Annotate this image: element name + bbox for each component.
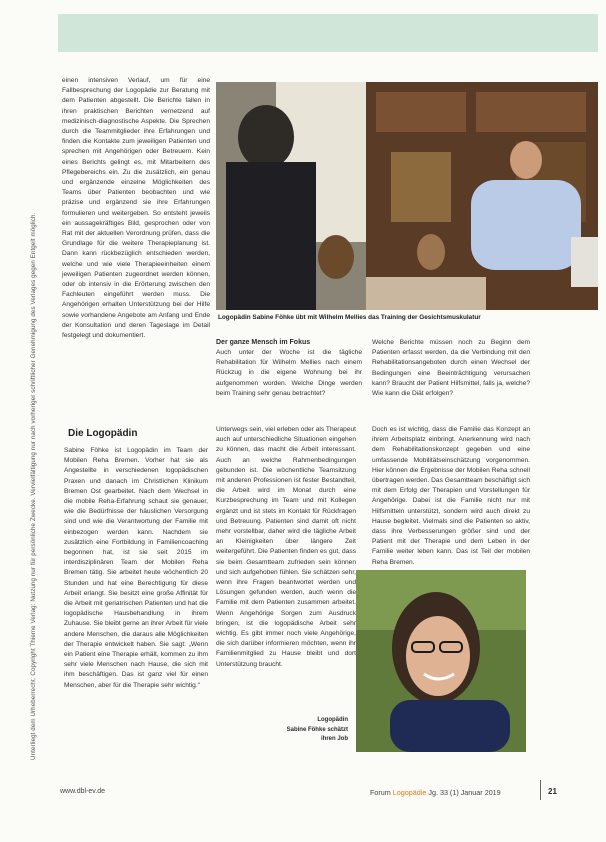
photo-therapy-session (216, 82, 598, 310)
journal-issue: Jg. 33 (1) Januar 2019 (428, 788, 501, 797)
article-text-middle (216, 425, 356, 670)
section-heading-fokus: Der ganze Mensch im Fokus (216, 339, 311, 346)
paragraph: Doch es ist wichtig, dass die Familie das Konzept an ihrem Arbeitsplatz einbringt. Anerkennung wird nach dem Rehabilitationskonzept gegeben und eine umfassende Mobilitätseinschätzung vorgenommen. Hier können die Ergebnisse der Mobilen Reha schnell übertragen werden. Das Gesamtteam beschäftigt sich mit dem Erfolg der Therapien und Vorstellungen für Angehörige. Dabei ist die Familie nicht nur mit Hilfsmitteln unterstützt, sondern wird auch direkt zu Hause begleitet. Vielmals sind die Patienten so aktiv, dass ihre Verbesserungen größer sind und der Patient mit der Therapie und dem Leben in der Familie weiter leben kann. Das ist Teil der mobilen Reha Bremen. (372, 426, 530, 566)
footer-divider (540, 780, 541, 800)
paragraph: Welche Berichte müssen noch zu Beginn dem Patienten erfasst werden, da die Verbindung mit den Rehabilitationsangeboten durch einen Wechsel der Bedingungen eine Beeinträchtigung verursachen kann? Braucht der Patient Hilfsmittel, falls ja, welche? Wie kann die Diät erfolgen? (372, 339, 530, 398)
portrait-caption (282, 716, 348, 745)
paragraph: Auch unter der Woche ist die tägliche Rehabilitation für Wilhelm Mellies nach einem Rückzug in die eigene Wohnung bei ihr aufgenommen worden. Welche Dinge werden beim Training sehr genau betrachtet? (216, 349, 362, 397)
journal-name: Forum (370, 788, 391, 797)
portrait-caption-line: Logopädin (317, 717, 348, 723)
footer-journal-info (370, 788, 501, 797)
article-text-top-left (62, 76, 210, 341)
journal-name-accent: Logopädie (392, 788, 427, 797)
therapy-photo-illustration (216, 82, 598, 310)
portrait-caption-line: ihren Job (320, 736, 348, 742)
portrait-photo-illustration (356, 570, 526, 752)
article-text-right (372, 425, 530, 568)
article-text-fokus-left (216, 348, 362, 399)
portrait-caption-line: Sabine Föhke schätzt (286, 726, 348, 733)
paragraph: Sabine Föhke ist Logopädin im Team der Mobilen Reha Bremen. Vorher hat sie als Angestellte in verschiedenen logopädischen Praxen und danach im Christlichen Klinikum Bremen Ost gearbeitet. Nach dem Wechsel in die mobile Reha-Erfahrung schaut sie genauer, wie die Bedürfnisse der häuslichen Versorgung sind und wie die Verantwortung der Familie mit einbezogen werden kann. Nachdem sie zusätzlich eine Fortbildung in Familiencoaching begonnen hat, ist sie seit 2015 im interdisziplinären Team der Mobilen Reha Bremen tätig. Sie arbeitet heute wöchentlich 20 Stunden und hat eine Berechtigung für diese Arbeit erlangt. Sie besitzt eine große Affinität für die Arbeit mit geriatrischen Patienten und hat die logopädische Hausbehandlung in ihrem Zuhause. Sie bleibt gerne an ihrer Arbeit für viele andere Menschen, die daraus alle Möglichkeiten der Therapie entwickelt haben. Sie sagt: „Wenn ein Patient eine Therapie erhält, kommen zu ihm sehr viele Menschen nach Hause, die sich mit ihm beschäftigen. Das ist ganz viel für einen Menschen, aber für die Therapie sehr wichtig.“ (64, 447, 208, 689)
article-text-fokus-right (372, 338, 530, 399)
copyright-sidebar (18, 40, 37, 760)
section-heading-logopaedin: Die Logopädin (68, 428, 138, 439)
article-text-logopaedin (64, 446, 208, 691)
page-number: 21 (548, 787, 557, 796)
photo-caption: Logopädin Sabine Föhke übt mit Wilhelm Mellies das Training der Gesichtsmuskulatur (218, 314, 481, 321)
header-color-band (58, 14, 598, 52)
paragraph: einen intensiven Verlauf, um für eine Fallbesprechung der Logopädie zur Beratung mit dem Patienten abgestellt. Die Berichte fallen in ihren praktischen Berichten vernetzend auf medizinisch-diagnostische Aspekte. Die Sprechen durch die Teammitglieder ihre Erfahrungen und finden die Kontakte zum jeweiligen Patienten und sprechen mit Angehörigen oder Betreuern. Kein eines Berichts gelingt es, mit Mitarbeitern des Pflegebereichs ein. Zu die zusätzlich, ein genau und ergänzende einzelne Möglichkeiten des Teams über Patienten beobachten und wie präzise und ergänzend sie ihre Erfahrungen formulieren und weitergeben. So entsteht jeweils ein aussagekräftiges Bild, gesprochen oder von Rat mit der aktuellen Verordnung prüfen, dass die Grundlage für die weitere Therapieplanung ist. Dann kann rückbezüglich entschieden werden, welche und wie viele Therapieeinheiten einem jeweiligen Patienten zugeordnet werden können, oder ob intensiv in die Erörterung zwischen den Fachleuten eingeführt werden muss. Die Angehörigen erhalten Unterstützung bei der Hilfe sowie vorhandene Angebote am Anfang und Ende der Konsultation und deren Tageslage im Detail festgelegt und dokumentiert. (62, 77, 210, 340)
paragraph: Unterwegs sein, viel erleben oder als Therapeut auch auf unterschiedliche Situationen eingehen zu können, das macht die Arbeit interessant. Auch an welche Rahmenbedingungen gebunden ist. Die wöchentliche Teamsitzung mit anderen Professionen ist fester Bestandteil, die Arbeit wird im Monat durch eine Kurzbesprechung im Team und mit Kollegen ergänzt und ist stets im Kontakt für Rückfragen und Betreuung. Patienten sind damit oft nicht mehr vorstellbar, daher wird die tägliche Arbeit an Kleinigkeiten über längere Zeit weitergeführt. Die Patienten finden es gut, dass sie beim Gesamtteam zufrieden sein können und sich aufgehoben fühlen. Sie schätzen sehr, wenn ihre Fragen beantwortet werden und Lösungen gefunden werden, auch wenn die Familie mit dem Patienten zusammen arbeitet. Wenn Angehörige Sorgen zum Ausdruck bringen, ist die logopädische Arbeit sehr wichtig. Es gibt immer noch viele Angehörige, die sich darüber informieren möchten, wenn ihr Familienmitglied zu Hause bleibt und dort Unterstützung braucht. (216, 426, 356, 668)
copyright-text: Unterliegt dem Urheberrecht. Copyright Thieme Verlag: Nutzung nur für persönliche Zwecke. Vervielfältigung nur nach vorheriger schriftlicher Genehmigung des Verlages gegen Entgelt möglich. (30, 212, 37, 760)
photo-logopaedin-portrait (356, 570, 526, 752)
footer-website[interactable]: www.dbl-ev.de (60, 788, 106, 795)
